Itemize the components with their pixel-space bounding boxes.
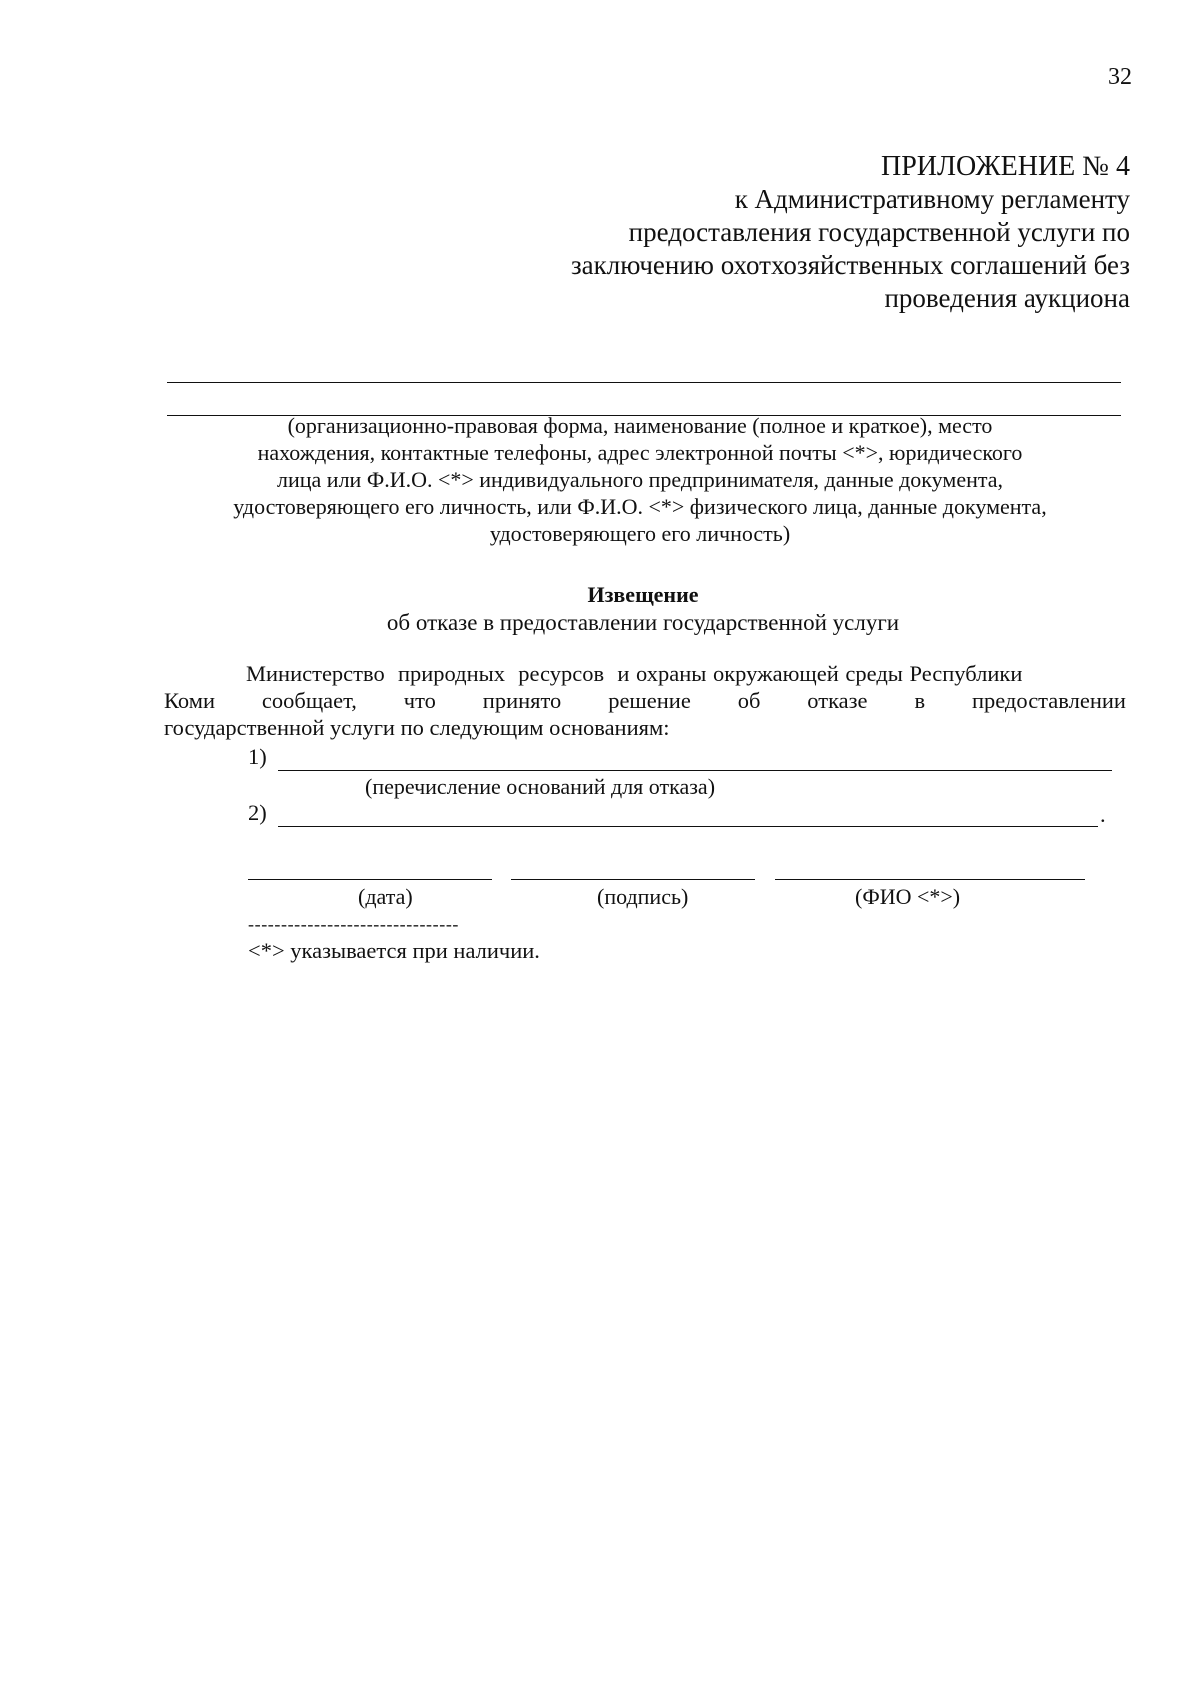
applicant-line-1 (167, 382, 1121, 383)
appendix-line: к Административному регламенту (734, 184, 1130, 214)
caption-line: удостоверяющего его личность) (489, 521, 791, 546)
signature-label: (подпись) (597, 884, 689, 909)
body-line-1-text: Министерство природных ресурсов и охраны окружающей среды Республики (246, 661, 1023, 686)
body-word: сообщает, (261, 688, 357, 713)
appendix-title: ПРИЛОЖЕНИЕ № 4 (881, 151, 1130, 182)
footnote-separator: -------------------------------- (248, 914, 460, 934)
appendix-line: заключению охотхозяйственных соглашений без (570, 250, 1130, 280)
ground-2-line (278, 826, 1098, 827)
caption-line: удостоверяющего его личность, или Ф.И.О. <*> физического лица, данные документа, (233, 494, 1047, 519)
ground-1-number: 1) (248, 744, 267, 769)
appendix-line: проведения аукциона (884, 283, 1130, 313)
name-line (775, 879, 1085, 880)
footnote-text: <*> указывается при наличии. (248, 938, 540, 963)
caption-line: нахождения, контактные телефоны, адрес электронной почты <*>, юридического (257, 440, 1023, 465)
body-word: об (737, 688, 761, 713)
date-label: (дата) (358, 884, 413, 909)
appendix-header (571, 150, 1130, 315)
appendix-line: предоставления государственной услуги по (628, 217, 1130, 247)
body-word: принято (482, 688, 562, 713)
applicant-caption (160, 412, 1120, 547)
ground-1-line (278, 770, 1112, 771)
notice-subtitle: об отказе в предоставлении государственной услуги (386, 610, 900, 635)
body-word: Коми (164, 688, 215, 713)
body-word: отказе (807, 688, 868, 713)
body-line-3: государственной услуги по следующим основаниям: (164, 715, 670, 740)
body-paragraph (164, 660, 1126, 741)
body-line-1 (164, 660, 1126, 687)
body-word: в (914, 688, 926, 713)
ground-2-end: . (1100, 802, 1106, 827)
caption-line: (организационно-правовая форма, наименование (полное и краткое), место (287, 413, 993, 438)
notice-title: Извещение (587, 582, 699, 607)
body-line-2 (164, 687, 1126, 714)
date-line (248, 879, 492, 880)
page-number: 32 (1108, 64, 1132, 90)
name-label: (ФИО <*>) (855, 884, 961, 909)
caption-line: лица или Ф.И.О. <*> индивидуального предпринимателя, данные документа, (277, 467, 1003, 492)
body-word: что (403, 688, 436, 713)
body-word: решение (608, 688, 691, 713)
grounds-caption: (перечисление оснований для отказа) (365, 774, 716, 799)
signature-line (511, 879, 755, 880)
ground-2-number: 2) (248, 800, 267, 825)
body-word: предоставлении (971, 688, 1126, 713)
